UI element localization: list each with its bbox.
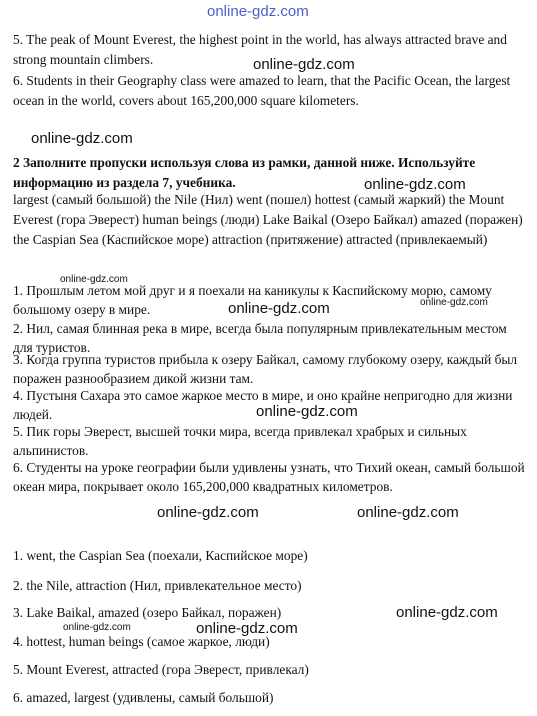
watermark: online-gdz.com bbox=[357, 504, 459, 521]
intro-item-6: 6. Students in their Geography class were amazed to learn, that the Pacific Ocean, the largest ocean in the world, covers about 165,200,000 square kilometers. bbox=[13, 73, 511, 108]
word-bank: largest (самый большой) the Nile (Нил) went (пошел) hottest (самый жаркий) the Mount Everest (гора Эверест) human beings (люди) Lake Baikal (Озеро Байкал) amazed (поражен) the Caspian Sea (Каспийское море) attraction (притяжение) attracted (привлекаемый) bbox=[13, 192, 523, 247]
watermark: online-gdz.com bbox=[253, 56, 355, 73]
watermark: online-gdz.com bbox=[420, 297, 488, 308]
translation-5: 5. Пик горы Эверест, высшей точки мира, всегда привлекал храбрых и сильных альпинистов. bbox=[13, 424, 467, 458]
answer-2: 2. the Nile, attraction (Нил, привлекательное место) bbox=[13, 578, 302, 593]
answer-3: 3. Lake Baikal, amazed (озеро Байкал, поражен) bbox=[13, 605, 282, 620]
watermark: online-gdz.com bbox=[60, 274, 128, 285]
watermark: online-gdz.com bbox=[228, 300, 330, 317]
watermark: online-gdz.com bbox=[364, 176, 466, 193]
translation-6: 6. Студенты на уроке географии были удивлены узнать, что Тихий океан, самый большой океан мира, покрывает около 165,200,000 квадратных километров. bbox=[13, 460, 525, 494]
watermark-top: online-gdz.com bbox=[207, 3, 309, 20]
answer-1: 1. went, the Caspian Sea (поехали, Каспийское море) bbox=[13, 548, 308, 563]
answer-4: 4. hottest, human beings (самое жаркое, люди) bbox=[13, 634, 270, 649]
watermark: online-gdz.com bbox=[157, 504, 259, 521]
translation-2: 2. Нил, самая блинная река в мире, всегда была популярным привлекательным местом для туристов. bbox=[13, 321, 507, 355]
exercise-heading: 2 Заполните пропуски используя слова из рамки, данной ниже. Используйте информацию из раздела 7, учебника. bbox=[13, 155, 476, 190]
translation-3: 3. Когда группа туристов прибыла к озеру Байкал, самому глубокому озеру, каждый был поражен разнообразием дикой жизни там. bbox=[13, 352, 518, 386]
watermark: online-gdz.com bbox=[63, 622, 131, 633]
watermark: online-gdz.com bbox=[256, 403, 358, 420]
translation-1: 1. Прошлым летом мой друг и я поехали на каникулы к Каспийскому морю, самому большому озеру в мире. bbox=[13, 283, 492, 317]
watermark: online-gdz.com bbox=[396, 604, 498, 621]
translation-4: 4. Пустыня Сахара это самое жаркое место в мире, и оно крайне непригодно для жизни людей. bbox=[13, 388, 513, 422]
watermark: online-gdz.com bbox=[31, 130, 133, 147]
intro-item-5: 5. The peak of Mount Everest, the highest point in the world, has always attracted brave and strong mountain climbers. bbox=[13, 32, 507, 67]
watermark: online-gdz.com bbox=[196, 620, 298, 637]
answer-6: 6. amazed, largest (удивлены, самый большой) bbox=[13, 690, 274, 705]
answer-5: 5. Mount Everest, attracted (гора Эверест, привлекал) bbox=[13, 662, 309, 677]
